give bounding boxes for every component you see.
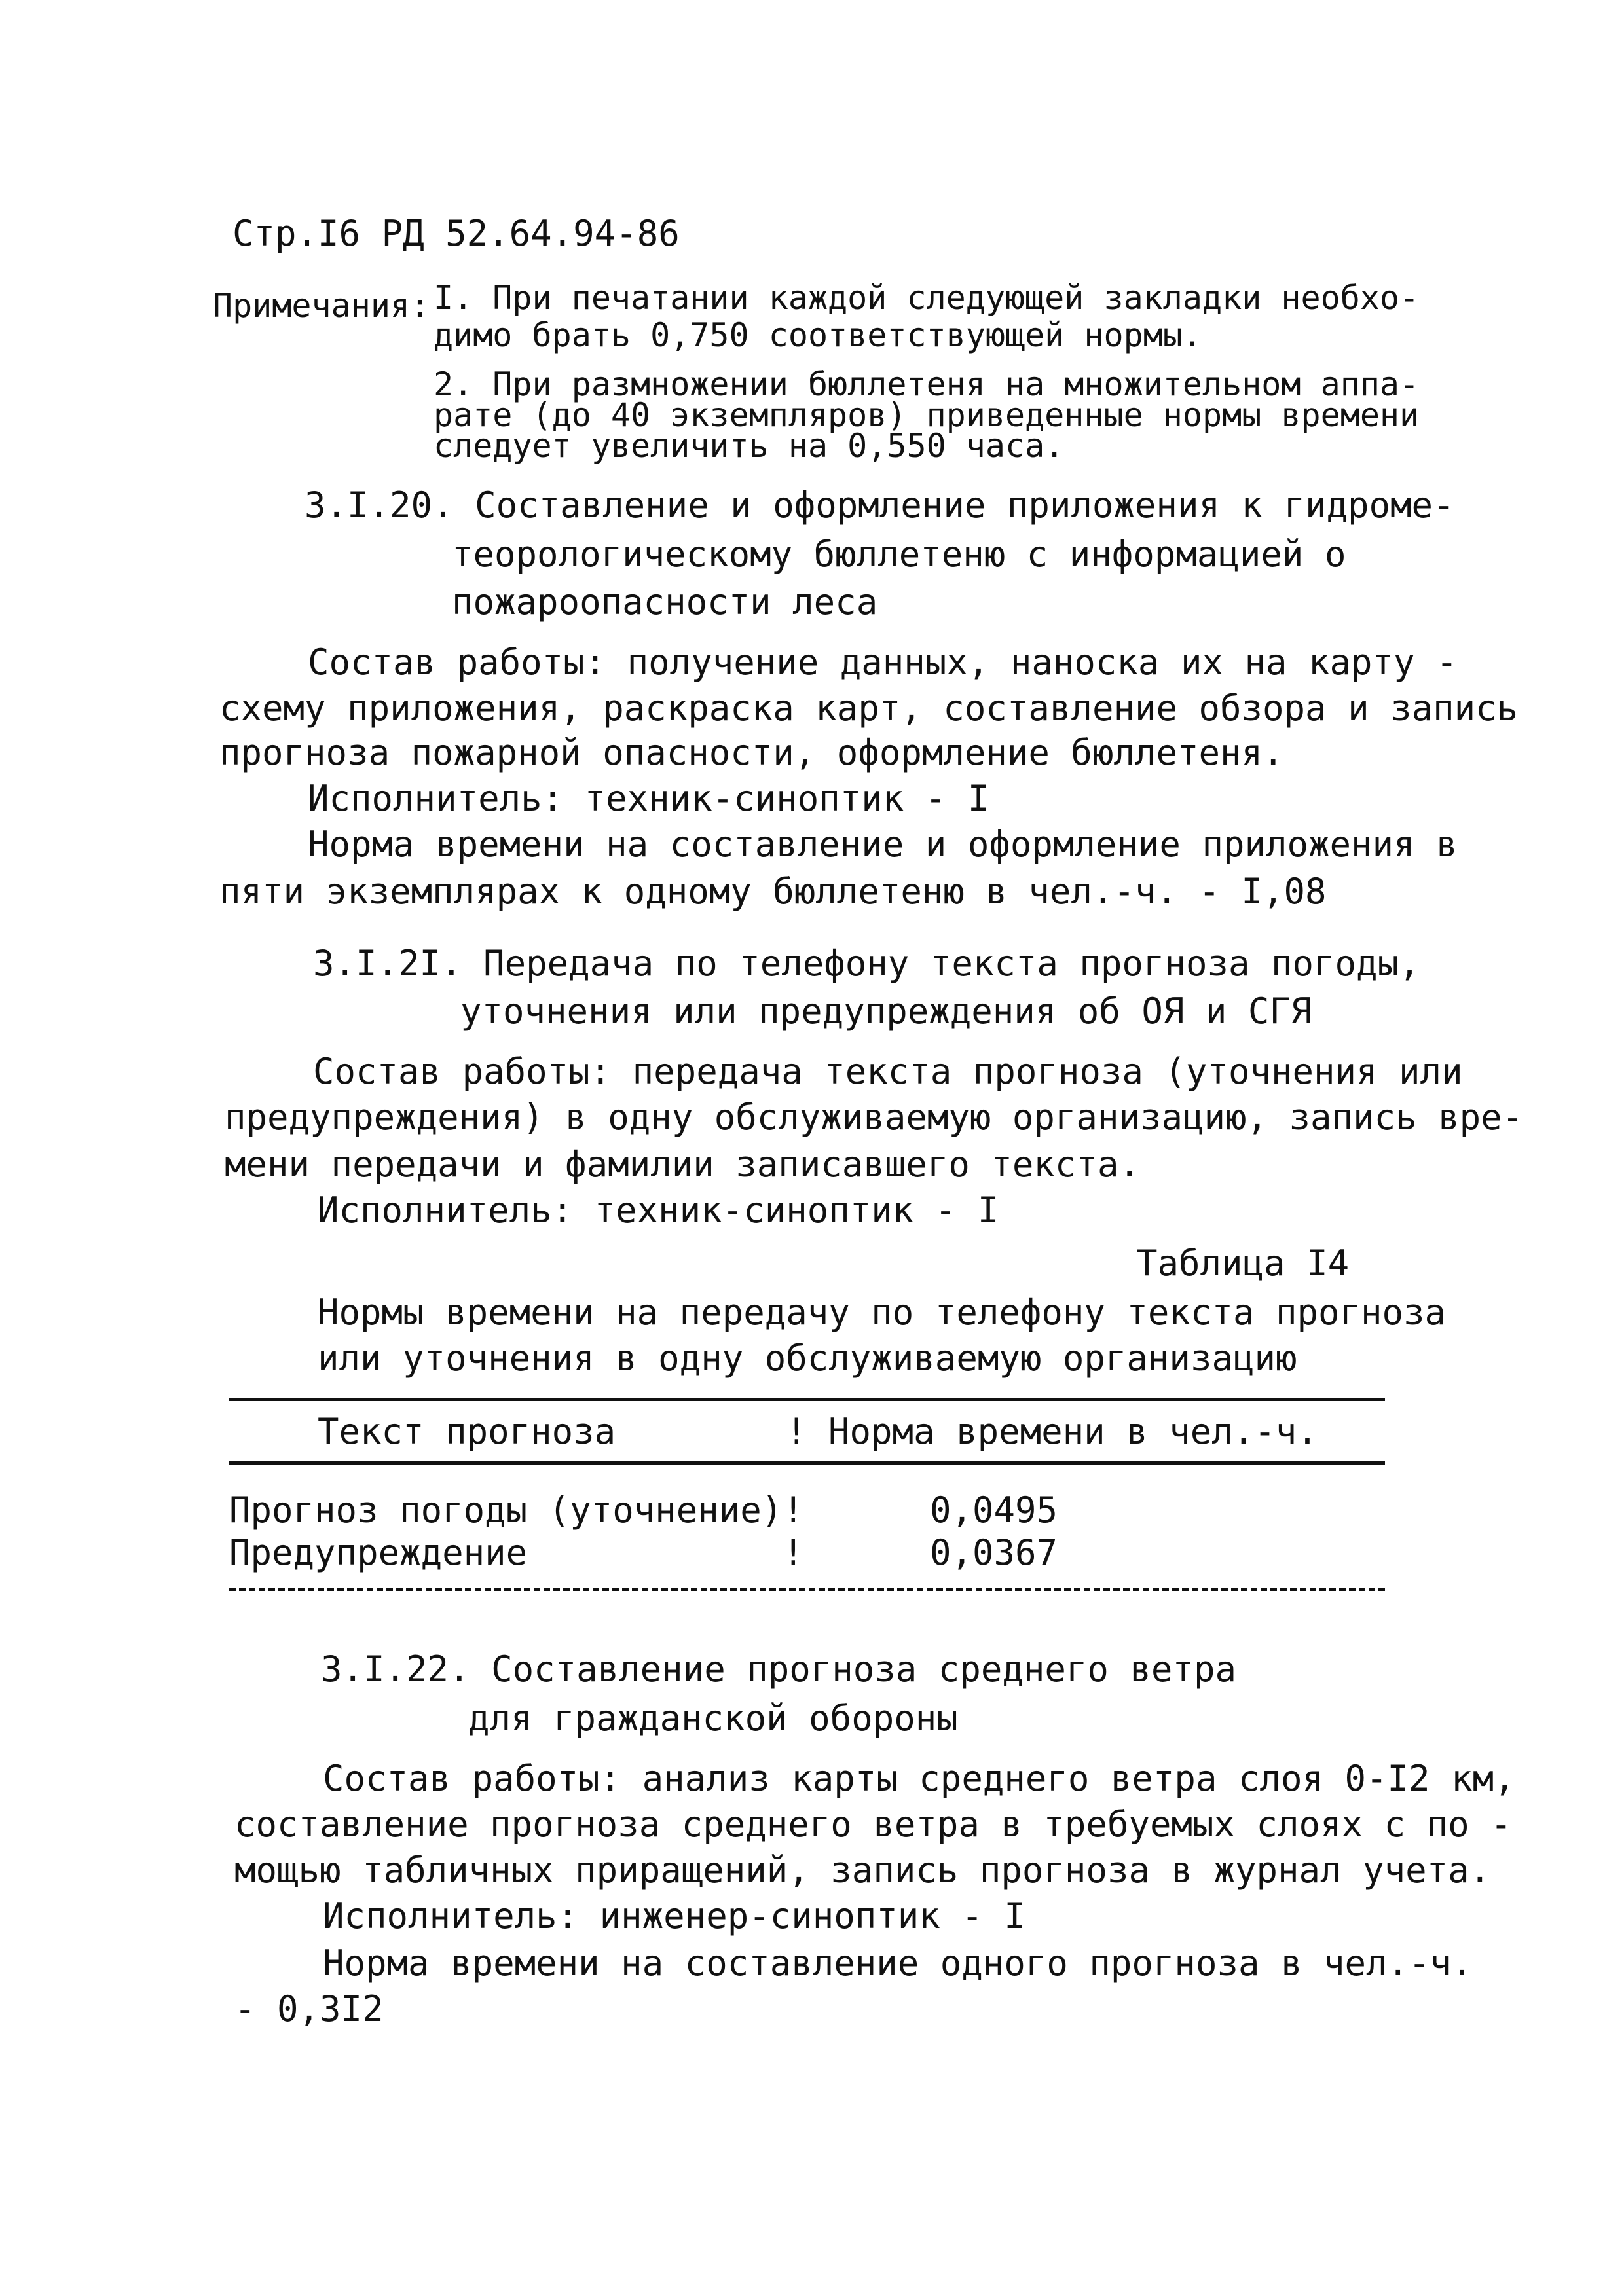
section-3-1-21-title-2: уточнения или предупреждения об ОЯ и СГЯ [460,991,1312,1032]
table-col-header-text: Текст прогноза [318,1411,616,1452]
table-caption-1: Нормы времени на передачу по телефону текста прогноза [318,1292,1447,1333]
table-caption-2: или уточнения в одну обслуживаемую организацию [318,1338,1297,1379]
section-3-1-20-norm-1: Норма времени на составление и оформление приложения в [308,824,1458,865]
table-row-1-name: Прогноз погоды (уточнение) [229,1489,783,1531]
section-3-1-21-body-2: предупреждения) в одну обслуживаемую организацию, запись вре- [225,1097,1524,1138]
section-3-1-20-body-3: прогноза пожарной опасности, оформление бюллетеня. [219,732,1284,773]
section-3-1-21-body-3: мени передачи и фамилии записавшего текста. [225,1144,1140,1185]
section-3-1-22-title-2: для гражданской обороны [468,1698,958,1739]
section-3-1-22-executor: Исполнитель: инженер-синоптик - I [323,1895,1025,1937]
note-2-line-1: 2. При размножении бюллетеня на множительном аппа- [434,365,1420,403]
section-3-1-22-body-2: составление прогноза среднего ветра в требуемых слоях с по - [234,1804,1512,1845]
table-row-2-name: Предупреждение [229,1532,528,1573]
table-row-1-value: 0,0495 [930,1489,1058,1531]
section-3-1-20-norm-2: пяти экземплярах к одному бюллетеню в чел.-ч. - I,08 [219,871,1327,912]
table-label: Таблица I4 [1136,1243,1350,1284]
section-3-1-20-title-3: пожароопасности леса [452,581,878,623]
section-3-1-22-body-3: мощью табличных приращений, запись прогноза в журнал учета. [234,1850,1491,1891]
note-2-line-3: следует увеличить на 0,550 часа. [434,427,1065,465]
section-3-1-22-body-1: Состав работы: анализ карты среднего ветра слоя 0-I2 км, [323,1758,1515,1799]
table-bottom-dashed-rule [229,1588,1385,1591]
table-row-2-value: 0,0367 [930,1532,1058,1573]
section-3-1-21-title-1: 3.I.2I. Передача по телефону текста прогноза погоды, [313,943,1420,984]
section-3-1-21-executor: Исполнитель: техник-синоптик - I [318,1190,999,1231]
note-1-line-1: I. При печатании каждой следующей закладки необхо- [434,279,1420,317]
table-col-header-norm: ! Норма времени в чел.-ч. [786,1411,1318,1452]
section-3-1-20-body-2: схему приложения, раскраска карт, составление обзора и запись [219,687,1519,729]
section-3-1-22-norm-1: Норма времени на составление одного прогноза в чел.-ч. [323,1942,1473,1984]
section-3-1-20-executor: Исполнитель: техник-синоптик - I [308,778,989,819]
table-header-rule [229,1461,1385,1465]
section-3-1-22-norm-2: - 0,3I2 [234,1988,384,2030]
notes-label: Примечания: [213,287,430,325]
section-3-1-21-body-1: Состав работы: передача текста прогноза (уточнения или [313,1051,1463,1092]
page-header: Стр.I6 РД 52.64.94-86 [232,213,680,254]
section-3-1-22-title-1: 3.I.22. Составление прогноза среднего ветра [321,1649,1236,1690]
table-row-2-sep: ! [783,1532,804,1573]
table-row-1-sep: ! [783,1489,804,1531]
section-3-1-20-title-2: теорологическому бюллетеню с информацией о [452,534,1346,575]
section-3-1-20-title-1: 3.I.20. Составление и оформление приложения к гидроме- [304,484,1454,526]
table-top-rule [229,1398,1385,1401]
section-3-1-20-body-1: Состав работы: получение данных, наноска их на карту - [308,642,1458,683]
note-1-line-2: димо брать 0,750 соответствующей нормы. [434,316,1202,354]
note-2-line-2: рате (до 40 экземпляров) приведенные нормы времени [434,396,1420,434]
